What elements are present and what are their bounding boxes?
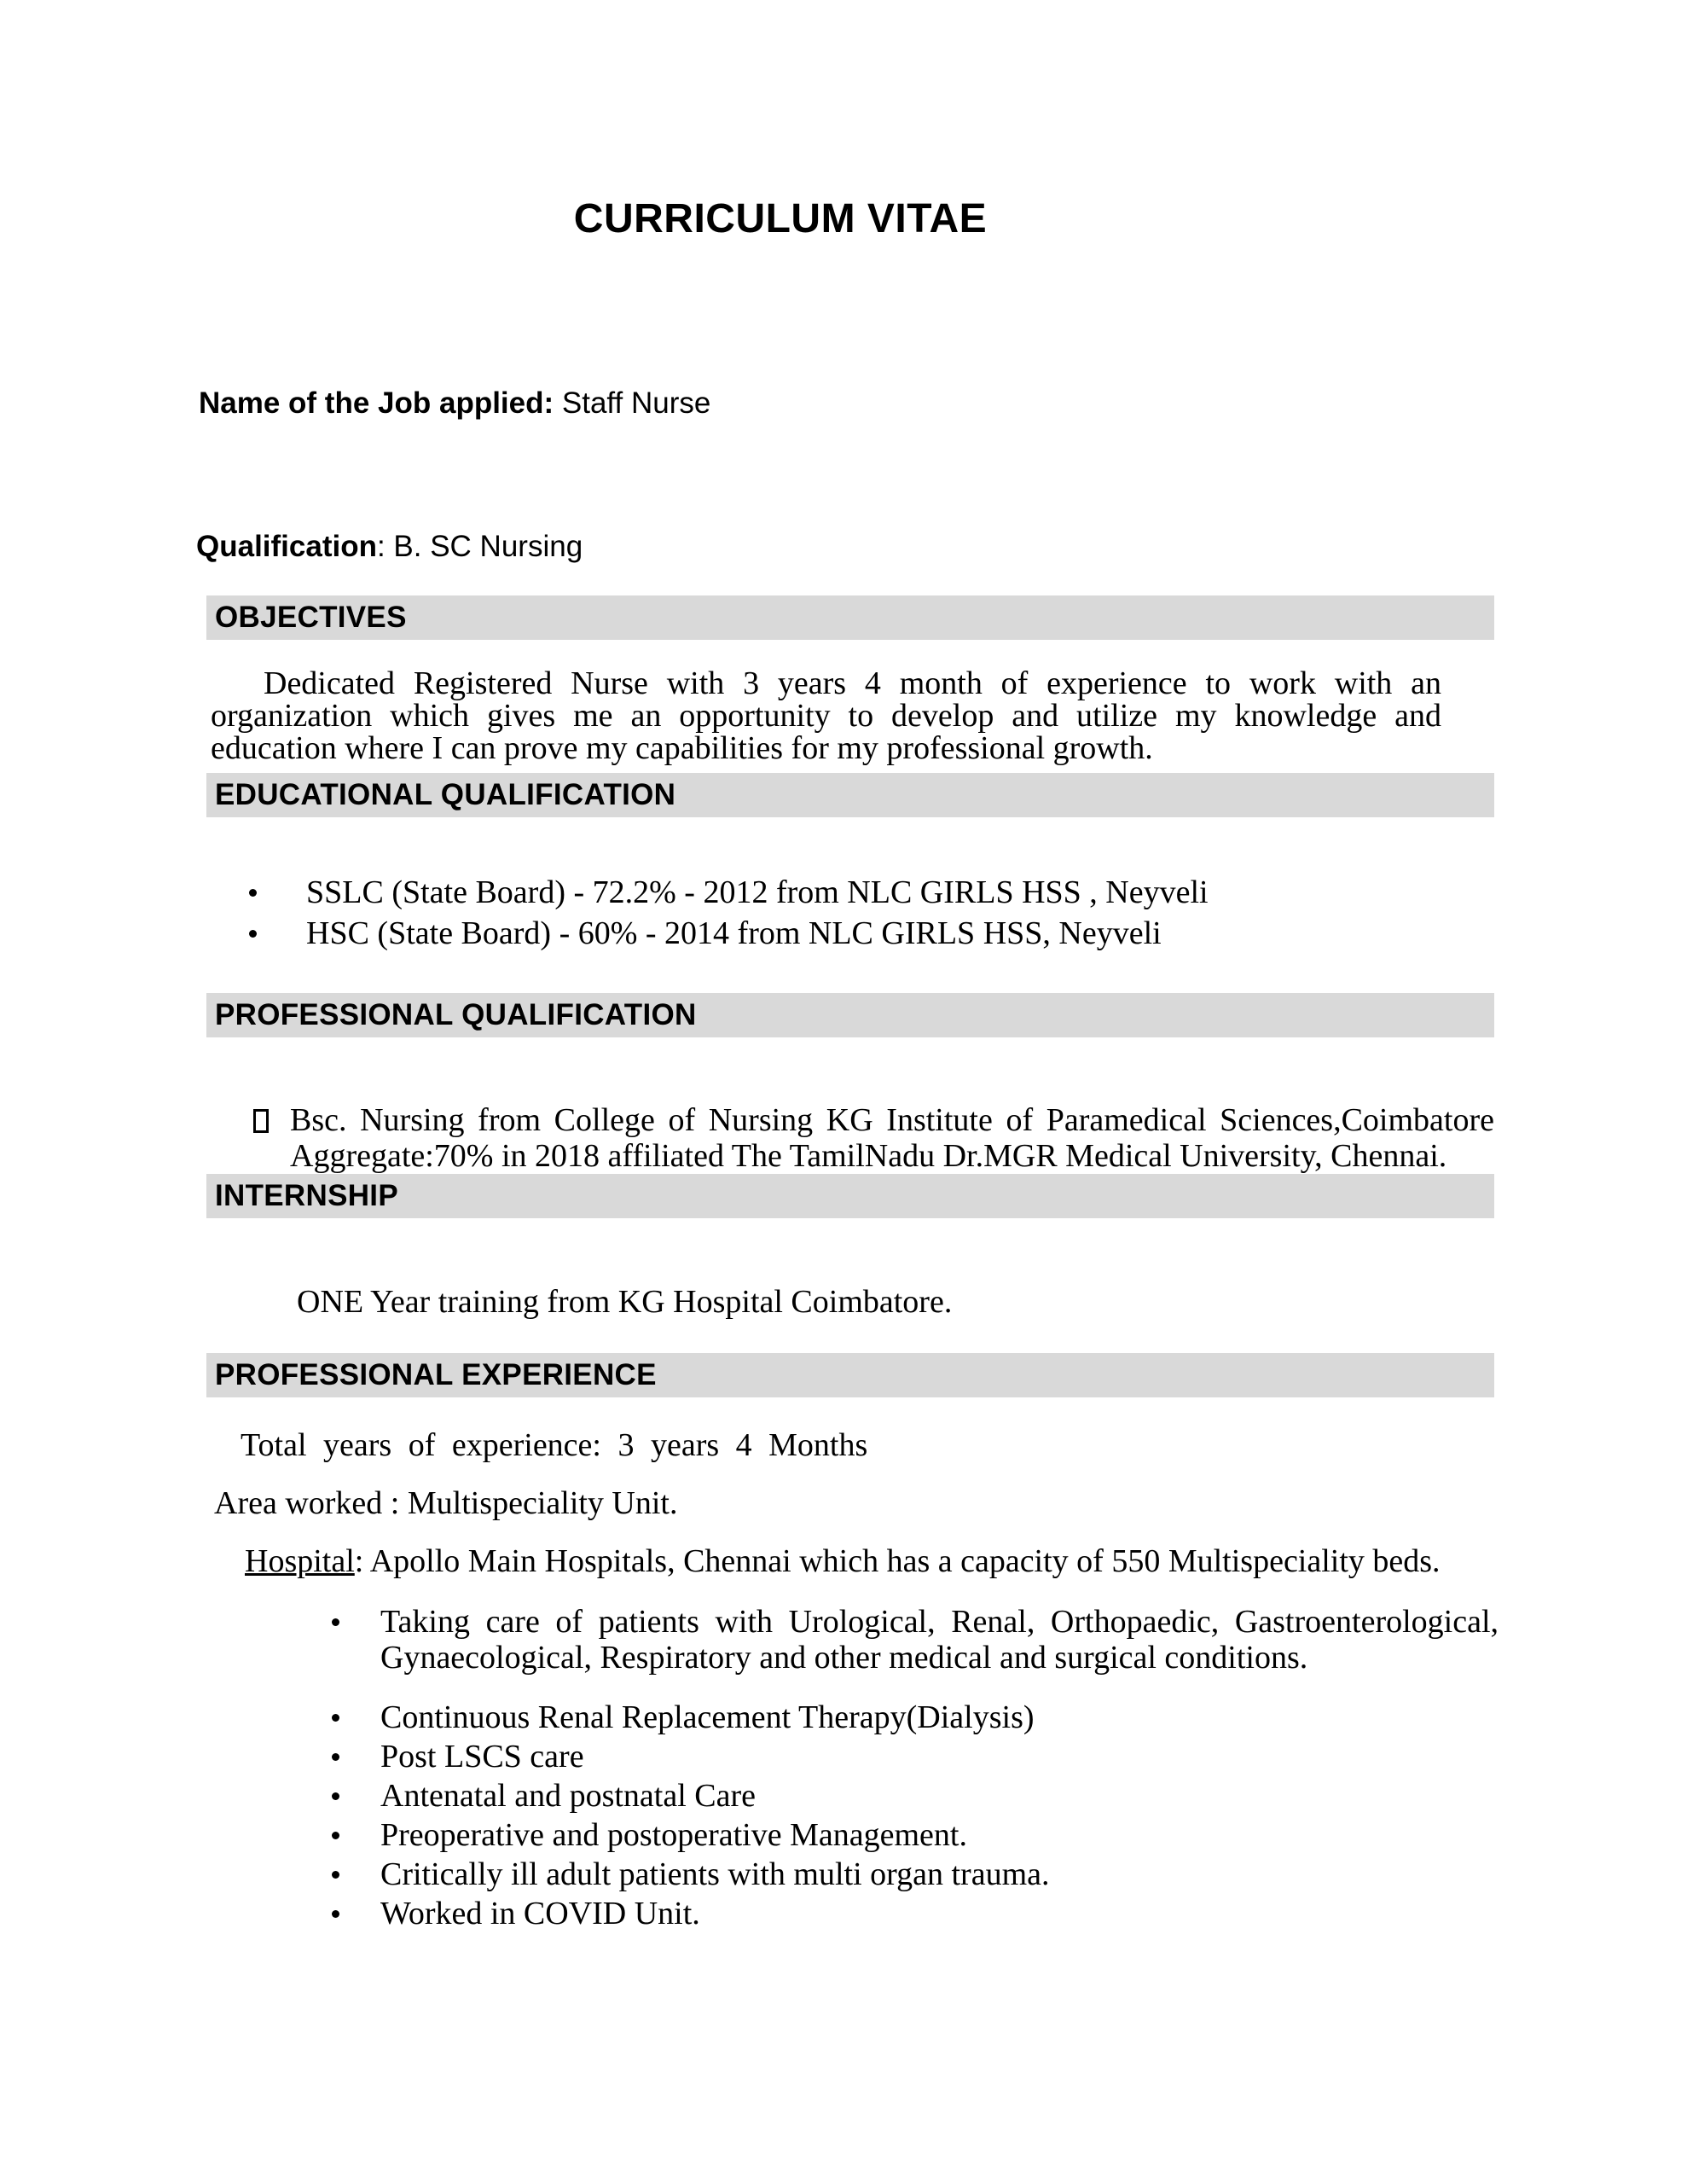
bullet-icon xyxy=(332,1832,339,1839)
total-experience-line: Total years of experience: 3 years 4 Months xyxy=(241,1427,868,1463)
experience-item-text: Taking care of patients with Urological, Renal, Orthopaedic, Gastroenterological, Gynaecological, Respiratory and other medical and surgical conditions. xyxy=(380,1604,1499,1676)
professional-qualification-heading-text: PROFESSIONAL QUALIFICATION xyxy=(215,998,697,1031)
list-item xyxy=(332,1778,1499,1814)
education-list xyxy=(249,872,1687,954)
experience-item-text: Antenatal and postnatal Care xyxy=(380,1778,757,1814)
bullet-icon xyxy=(332,1910,339,1918)
list-item xyxy=(332,1739,1499,1774)
professional-qualification-text: Bsc. Nursing from College of Nursing KG Institute of Paramedical Sciences,Coimbatore Aggregate:70% in 2018 affiliated The TamilNadu Dr.MGR Medical University, Chennai. xyxy=(290,1102,1494,1174)
bullet-icon xyxy=(249,889,257,897)
hospital-line xyxy=(245,1542,1687,1580)
document-title: CURRICULUM VITAE xyxy=(573,196,988,241)
experience-item-text: Post LSCS care xyxy=(380,1739,584,1774)
experience-item-text: Preoperative and postoperative Management. xyxy=(380,1817,967,1853)
bullet-icon xyxy=(332,1871,339,1879)
job-applied-value: Staff Nurse xyxy=(554,386,711,420)
job-applied-line xyxy=(199,384,1687,423)
list-item xyxy=(332,1604,1499,1676)
internship-paragraph: ONE Year training from KG Hospital Coimbatore. xyxy=(297,1284,953,1320)
list-item xyxy=(249,913,1687,954)
qualification-label: Qualification xyxy=(196,530,377,563)
bullet-icon xyxy=(332,1714,339,1722)
bullet-icon xyxy=(332,1618,339,1626)
internship-heading-text: INTERNSHIP xyxy=(215,1179,398,1212)
section-heading-educational-qualification xyxy=(206,773,1494,817)
experience-duties-list xyxy=(332,1604,1687,1931)
list-item xyxy=(332,1699,1499,1735)
professional-qualification-item xyxy=(253,1102,1494,1174)
education-item-text: SSLC (State Board) - 72.2% - 2012 from NLC GIRLS HSS , Neyveli xyxy=(306,874,1209,910)
square-bullet-icon xyxy=(253,1109,269,1133)
professional-experience-heading-text: PROFESSIONAL EXPERIENCE xyxy=(215,1358,657,1391)
bullet-icon xyxy=(332,1753,339,1761)
experience-item-text: Continuous Renal Replacement Therapy(Dialysis) xyxy=(380,1699,1035,1735)
list-item xyxy=(332,1896,1499,1931)
area-worked-line: Area worked : Multispeciality Unit. xyxy=(214,1485,678,1521)
hospital-label: Hospital xyxy=(245,1543,355,1579)
objectives-paragraph: Dedicated Registered Nurse with 3 years 4 month of experience to work with an organization which gives me an opportunity to develop and utilize my knowledge and education where I can prove my capabilities for my professional growth. xyxy=(211,665,1441,766)
education-heading-text: EDUCATIONAL QUALIFICATION xyxy=(215,778,676,811)
experience-item-text: Worked in COVID Unit. xyxy=(380,1896,700,1931)
job-applied-label: Name of the Job applied: xyxy=(199,386,554,420)
section-heading-objectives xyxy=(206,595,1494,640)
section-heading-internship xyxy=(206,1174,1494,1218)
education-item-text: HSC (State Board) - 60% - 2014 from NLC GIRLS HSS, Neyveli xyxy=(306,915,1162,951)
hospital-description: : Apollo Main Hospitals, Chennai which has a capacity of 550 Multispeciality beds. xyxy=(354,1543,1441,1579)
qualification-value: : B. SC Nursing xyxy=(376,530,583,563)
bullet-icon xyxy=(249,930,257,938)
list-item xyxy=(332,1856,1499,1892)
qualification-line xyxy=(196,527,1687,566)
list-item xyxy=(332,1817,1499,1853)
experience-item-text: Critically ill adult patients with multi organ trauma. xyxy=(380,1856,1050,1892)
section-heading-professional-experience xyxy=(206,1353,1494,1397)
objectives-heading-text: OBJECTIVES xyxy=(215,601,407,634)
section-heading-professional-qualification xyxy=(206,993,1494,1037)
bullet-icon xyxy=(332,1792,339,1800)
list-item xyxy=(249,872,1687,913)
